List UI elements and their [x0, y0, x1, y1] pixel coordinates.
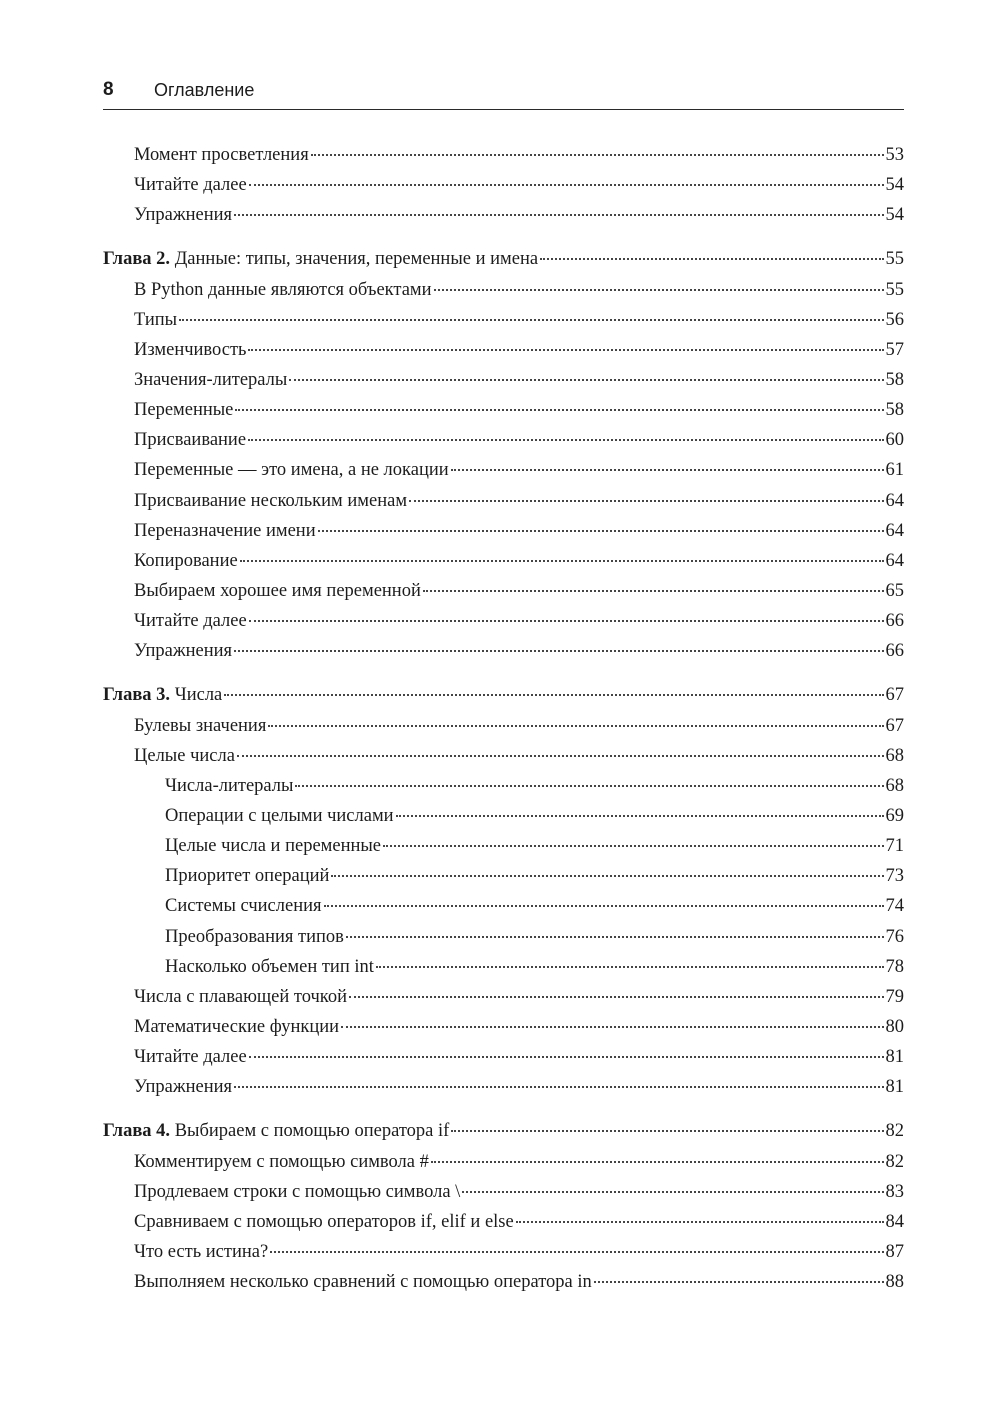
toc-entry-title: Присваивание нескольким именам [134, 490, 408, 511]
toc-section-entry[interactable] [103, 1237, 904, 1267]
dot-leader [516, 1220, 884, 1223]
dot-leader [540, 257, 883, 260]
toc-entry-title: Числа [174, 685, 223, 706]
toc-page-number: 55 [885, 279, 904, 300]
dot-leader [268, 724, 883, 727]
toc-entry-title: Выполняем несколько сравнений с помощью оператора in [134, 1272, 592, 1293]
dot-leader [346, 935, 884, 938]
dot-leader [349, 995, 883, 998]
toc-entry-title: Данные: типы, значения, переменные и имена [174, 249, 539, 270]
toc-section-entry[interactable] [103, 636, 904, 666]
dot-leader [594, 1280, 884, 1283]
toc-page-number: 79 [885, 986, 904, 1007]
toc-page-number: 87 [885, 1241, 904, 1262]
toc-entry-label [103, 680, 222, 710]
toc-entry-title: Читайте далее [134, 1047, 247, 1068]
toc-entry-label [165, 922, 344, 952]
toc-entry-title: Преобразования типов [165, 926, 344, 947]
toc-section-entry[interactable] [103, 486, 904, 516]
toc-page-number: 65 [885, 580, 904, 601]
toc-entry-label [134, 140, 309, 170]
toc-entry-label [134, 982, 347, 1012]
chapter-number: Глава 2. [103, 249, 171, 270]
toc-entry-title: Насколько объемен тип int [165, 956, 374, 977]
toc-entry-label [165, 771, 293, 801]
toc-entry-label [134, 1267, 592, 1297]
toc-entry-label [134, 1147, 429, 1177]
dot-leader [318, 529, 884, 532]
toc-entry-label [134, 335, 246, 365]
toc-page-number: 84 [885, 1211, 904, 1232]
toc-section-entry[interactable] [103, 365, 904, 395]
dot-leader [248, 348, 883, 351]
toc-page-number: 68 [885, 745, 904, 766]
toc-entry-label [134, 170, 247, 200]
toc-section-entry[interactable] [103, 1207, 904, 1237]
toc-section-entry[interactable] [103, 982, 904, 1012]
toc-subsection-entry[interactable] [103, 831, 904, 861]
toc-entry-title: Приоритет операций [165, 866, 330, 887]
toc-page-number: 56 [885, 309, 904, 330]
dot-leader [289, 378, 883, 381]
toc-entry-title: Читайте далее [134, 611, 247, 632]
chapter-number: Глава 4. [103, 1121, 171, 1142]
toc-group [103, 244, 904, 666]
toc-group [103, 1116, 904, 1297]
toc-entry-title: Числа-литералы [165, 775, 294, 796]
toc-entry-title: Копирование [134, 550, 238, 571]
dot-leader [248, 438, 883, 441]
dot-leader [423, 589, 884, 592]
toc-entry-label [134, 305, 177, 335]
dot-leader [451, 1129, 883, 1132]
dot-leader [376, 965, 884, 968]
toc-page-number: 57 [885, 339, 904, 360]
toc-entry-title: Изменчивость [134, 339, 247, 360]
toc-section-entry[interactable] [103, 140, 904, 170]
toc-entry-label [134, 516, 316, 546]
toc-page-number: 88 [885, 1272, 904, 1293]
toc-group [103, 680, 904, 1102]
toc-entry-title: Булевы значения [134, 715, 267, 736]
dot-leader [234, 649, 883, 652]
toc-entry-title: В Python данные являются объектами [134, 279, 432, 300]
running-title: Оглавление [154, 80, 255, 100]
dot-leader [224, 693, 883, 696]
toc-page-number: 69 [885, 805, 904, 826]
toc-page-number: 82 [885, 1151, 904, 1172]
toc-subsection-entry[interactable] [103, 922, 904, 952]
toc-section-entry[interactable] [103, 606, 904, 636]
toc-entry-title: Переменные — это имена, а не локации [134, 460, 449, 481]
toc-entry-title: Что есть истина? [134, 1241, 269, 1262]
toc-page-number: 66 [885, 611, 904, 632]
toc-page-number: 74 [885, 896, 904, 917]
toc-entry-label [134, 425, 246, 455]
toc-chapter-entry[interactable] [103, 1116, 904, 1146]
toc-page-number: 80 [885, 1016, 904, 1037]
toc-page-number: 58 [885, 400, 904, 421]
toc-entry-label [165, 952, 374, 982]
toc-entry-label [134, 1177, 460, 1207]
toc-entry-title: Упражнения [134, 641, 233, 662]
toc-subsection-entry[interactable] [103, 891, 904, 921]
toc-section-entry[interactable] [103, 1267, 904, 1297]
toc-section-entry[interactable] [103, 395, 904, 425]
toc-page-number: 71 [885, 836, 904, 857]
toc-entry-title: Переменные [134, 400, 234, 421]
toc-section-entry[interactable] [103, 455, 904, 485]
toc-entry-label [165, 891, 322, 921]
toc-section-entry[interactable] [103, 546, 904, 576]
dot-leader [234, 213, 883, 216]
toc-entry-title: Числа с плавающей точкой [134, 986, 348, 1007]
toc-subsection-entry[interactable] [103, 771, 904, 801]
toc-entry-title: Выбираем с помощью оператора if [174, 1121, 450, 1142]
dot-leader [383, 844, 883, 847]
toc-entry-label [165, 831, 381, 861]
toc-section-entry[interactable] [103, 576, 904, 606]
toc-page-number: 54 [885, 175, 904, 196]
toc-entry-label [103, 1116, 449, 1146]
toc-entry-label [134, 636, 232, 666]
dot-leader [234, 1085, 883, 1088]
toc-section-entry[interactable] [103, 275, 904, 305]
toc-entry-label [134, 576, 421, 606]
toc-group [103, 140, 904, 230]
toc-entry-title: Целые числа [134, 745, 235, 766]
toc-entry-title: Выбираем хорошее имя переменной [134, 580, 421, 601]
toc-page-number: 78 [885, 956, 904, 977]
dot-leader [341, 1025, 883, 1028]
toc-entry-label [134, 1042, 247, 1072]
toc-section-entry[interactable] [103, 516, 904, 546]
toc-section-entry[interactable] [103, 711, 904, 741]
toc-entry-title: Продлеваем строки с помощью символа \ [134, 1181, 461, 1202]
toc-page-number: 82 [885, 1121, 904, 1142]
toc-subsection-entry[interactable] [103, 861, 904, 891]
toc-entry-label [134, 1237, 268, 1267]
toc-chapter-entry[interactable] [103, 244, 904, 274]
toc-page-number: 61 [885, 460, 904, 481]
toc-section-entry[interactable] [103, 425, 904, 455]
toc-page-number: 64 [885, 550, 904, 571]
dot-leader [311, 153, 884, 156]
toc-entry-label [134, 455, 449, 485]
dot-leader [434, 288, 884, 291]
toc-subsection-entry[interactable] [103, 952, 904, 982]
toc-entry-title: Математические функции [134, 1016, 340, 1037]
toc-page-number: 67 [885, 715, 904, 736]
toc-page-number: 81 [885, 1047, 904, 1068]
toc-entry-label [134, 606, 247, 636]
toc-entry-title: Присваивание [134, 430, 247, 451]
dot-leader [431, 1160, 884, 1163]
toc-chapter-entry[interactable] [103, 680, 904, 710]
toc-page-number: 55 [885, 249, 904, 270]
toc-page-number: 64 [885, 520, 904, 541]
dot-leader [270, 1250, 883, 1253]
toc-section-entry[interactable] [103, 1072, 904, 1102]
toc-section-entry[interactable] [103, 335, 904, 365]
toc-entry-label [134, 365, 287, 395]
dot-leader [240, 559, 884, 562]
toc-entry-label [134, 711, 266, 741]
toc-page-number: 73 [885, 866, 904, 887]
toc-entry-title: Значения-литералы [134, 369, 288, 390]
dot-leader [409, 499, 883, 502]
toc-entry-label [103, 244, 538, 274]
toc-entry-label [134, 741, 235, 771]
toc-section-entry[interactable] [103, 741, 904, 771]
toc-section-entry[interactable] [103, 1042, 904, 1072]
dot-leader [249, 183, 884, 186]
toc-page-number: 54 [885, 205, 904, 226]
toc-entry-label [134, 1072, 232, 1102]
toc-entry-label [134, 1207, 514, 1237]
dot-leader [235, 408, 883, 411]
toc-entry-title: Типы [134, 309, 178, 330]
dot-leader [249, 619, 884, 622]
toc-entry-title: Целые числа и переменные [165, 836, 382, 857]
toc-page-number: 83 [885, 1181, 904, 1202]
toc-entry-title: Читайте далее [134, 175, 247, 196]
toc-page-number: 60 [885, 430, 904, 451]
toc-page-number: 81 [885, 1077, 904, 1098]
toc-entry-label [134, 546, 238, 576]
toc-entry-label [134, 275, 432, 305]
toc-subsection-entry[interactable] [103, 801, 904, 831]
dot-leader [331, 874, 883, 877]
chapter-number: Глава 3. [103, 685, 171, 706]
toc-page-number: 53 [885, 145, 904, 165]
dot-leader [295, 784, 883, 787]
toc-page-number: 76 [885, 926, 904, 947]
toc-page-number: 66 [885, 641, 904, 662]
toc-entry-title: Комментируем с помощью символа # [134, 1151, 429, 1172]
dot-leader [324, 904, 884, 907]
dot-leader [249, 1055, 884, 1058]
toc-entry-title: Операции с целыми числами [165, 805, 394, 826]
toc-entry-title: Переназначение имени [134, 520, 316, 541]
toc-page-number: 67 [885, 685, 904, 706]
toc-entry-title: Сравниваем с помощью операторов if, elif и else [134, 1211, 514, 1232]
dot-leader [462, 1190, 883, 1193]
toc-page-number: 64 [885, 490, 904, 511]
toc-entry-title: Момент просветления [134, 145, 309, 165]
toc-section-entry[interactable] [103, 170, 904, 200]
toc-entry-title: Упражнения [134, 1077, 233, 1098]
toc-entry-label [134, 1012, 339, 1042]
toc-entry-label [134, 395, 233, 425]
dot-leader [451, 468, 884, 471]
dot-leader [237, 754, 884, 757]
toc-page-number: 58 [885, 369, 904, 390]
table-of-contents [103, 140, 904, 1297]
toc-section-entry[interactable] [103, 1147, 904, 1177]
toc-entry-label [134, 486, 407, 516]
toc-section-entry[interactable] [103, 1012, 904, 1042]
running-header [103, 76, 904, 110]
toc-entry-label [165, 801, 394, 831]
toc-entry-title: Системы счисления [165, 896, 322, 917]
toc-section-entry[interactable] [103, 305, 904, 335]
dot-leader [179, 318, 883, 321]
toc-page-number: 68 [885, 775, 904, 796]
toc-section-entry[interactable] [103, 200, 904, 230]
dot-leader [396, 814, 884, 817]
toc-entry-label [134, 200, 232, 230]
page-number: 8 [103, 79, 114, 100]
toc-entry-label [165, 861, 329, 891]
toc-section-entry[interactable] [103, 1177, 904, 1207]
toc-entry-title: Упражнения [134, 205, 233, 226]
